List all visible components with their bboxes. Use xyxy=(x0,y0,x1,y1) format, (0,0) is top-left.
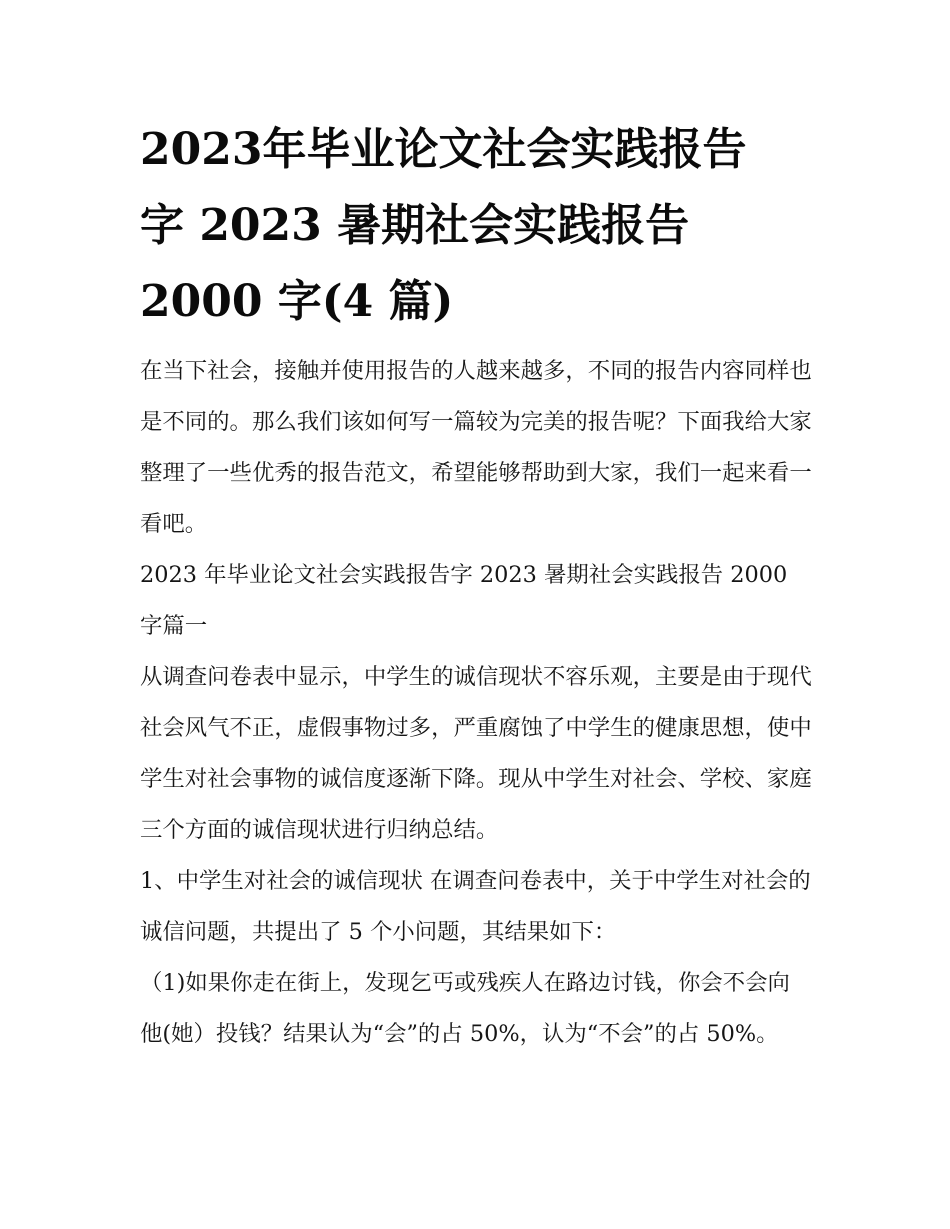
document-page xyxy=(140,112,812,1060)
section-heading: 2023 年毕业论文社会实践报告字 2023 暑期社会实践报告 2000 字篇一 xyxy=(140,562,788,639)
title-line-1: 2023年毕业论文社会实践报告 xyxy=(140,124,747,175)
intro-paragraph: 在当下社会，接触并使用报告的人越来越多，不同的报告内容同样也是不同的。那么我们该如何写一篇较为完美的报告呢？下面我给大家整理了一些优秀的报告范文，希望能够帮助到大家，我们一起来看一看吧。 xyxy=(140,358,812,537)
list-item-1-question-1: （1)如果你走在街上，发现乞丐或残疾人在路边讨钱，你会不会向他(她）投钱？结果认为“会”的占 50%，认为“不会”的占 50%。 xyxy=(140,970,790,1047)
list-item-1: 1、中学生对社会的诚信现状 在调查问卷表中，关于中学生对社会的诚信问题，共提出了 5 个小问题，其结果如下： xyxy=(140,868,811,945)
document-title xyxy=(140,112,812,340)
body-paragraph: 从调查问卷表中显示，中学生的诚信现状不容乐观，主要是由于现代社会风气不正，虚假事物过多，严重腐蚀了中学生的健康思想，使中学生对社会事物的诚信度逐渐下降。现从中学生对社会、学校、家庭三个方面的诚信现状进行归纳总结。 xyxy=(140,664,812,843)
title-line-2: 字 2023 暑期社会实践报告 xyxy=(140,200,690,251)
title-line-3: 2000 字(4 篇) xyxy=(140,276,454,327)
